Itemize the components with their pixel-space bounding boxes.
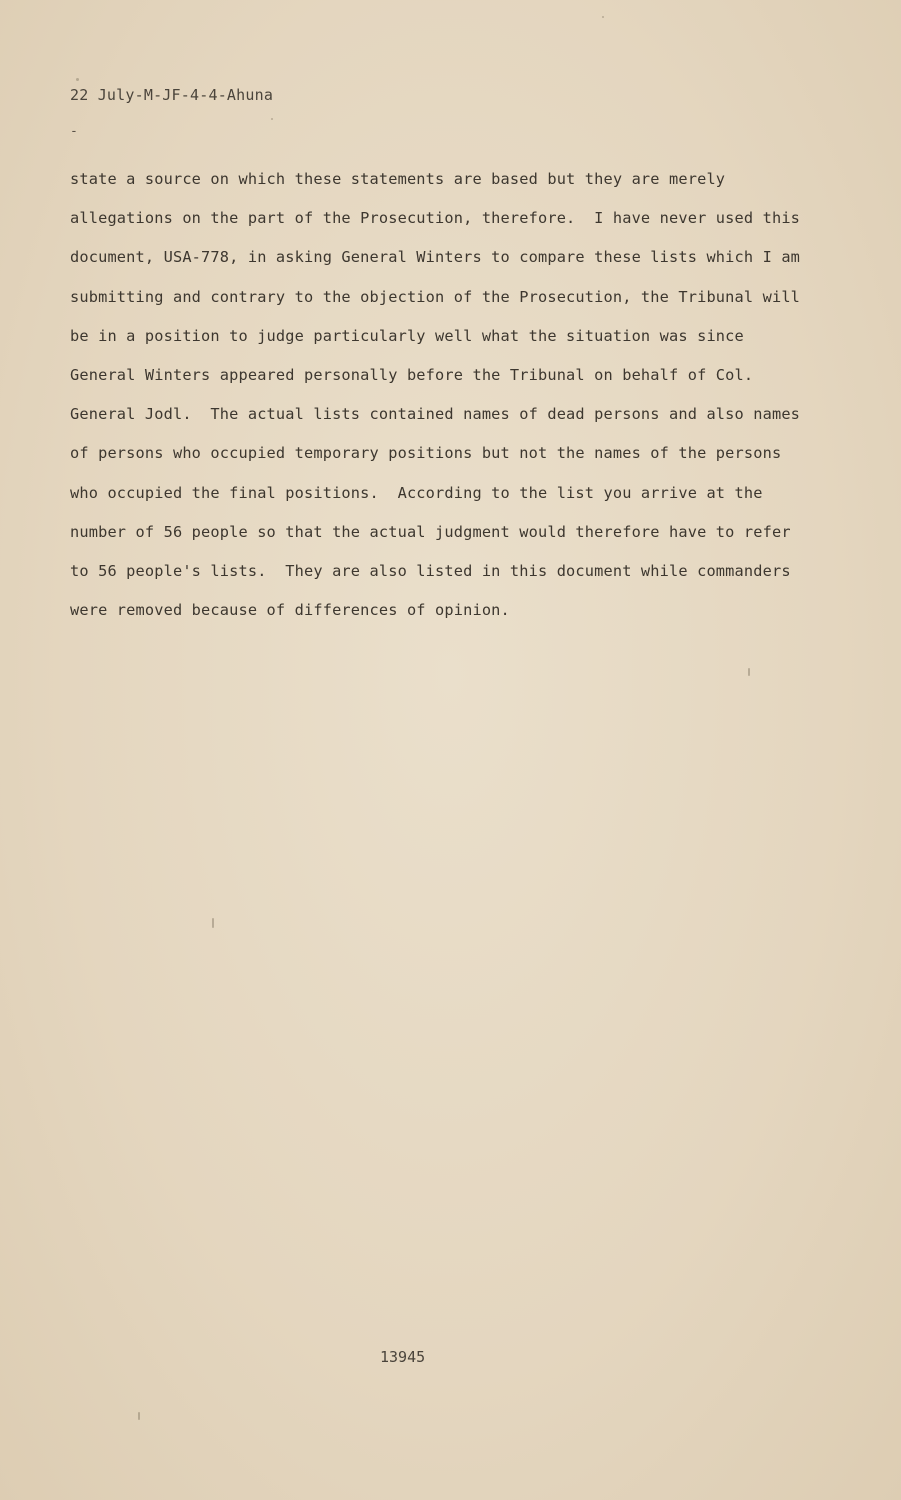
text-line: be in a position to judge particularly well what the situation was since [70,326,744,345]
document-body [70,160,840,630]
margin-marker: - [70,124,78,139]
paper-speck [748,668,750,676]
paper-speck [138,1412,140,1420]
text-line: number of 56 people so that the actual judgment would therefore have to refer [70,522,791,541]
text-line: submitting and contrary to the objection of the Prosecution, the Tribunal will [70,287,801,306]
paper-speck [76,78,79,81]
text-line: who occupied the final positions. According to the list you arrive at the [70,483,763,502]
text-line: were removed because of differences of opinion. [70,601,510,620]
text-line: allegations on the part of the Prosecution, therefore. I have never used this [70,209,801,228]
text-line: document, USA-778, in asking General Winters to compare these lists which I am [70,248,801,267]
page-number: 13945 [380,1348,426,1366]
paper-speck [271,118,273,120]
paper-speck [212,918,214,928]
text-line: General Winters appeared personally before the Tribunal on behalf of Col. [70,366,754,385]
text-line: General Jodl. The actual lists contained names of dead persons and also names [70,405,801,424]
text-line: of persons who occupied temporary positions but not the names of the persons [70,444,782,463]
document-header: 22 July-M-JF-4-4-Ahuna [70,86,274,104]
text-line: to 56 people's lists. They are also listed in this document while commanders [70,562,791,581]
text-line: state a source on which these statements are based but they are merely [70,170,726,188]
paper-speck [602,16,604,18]
